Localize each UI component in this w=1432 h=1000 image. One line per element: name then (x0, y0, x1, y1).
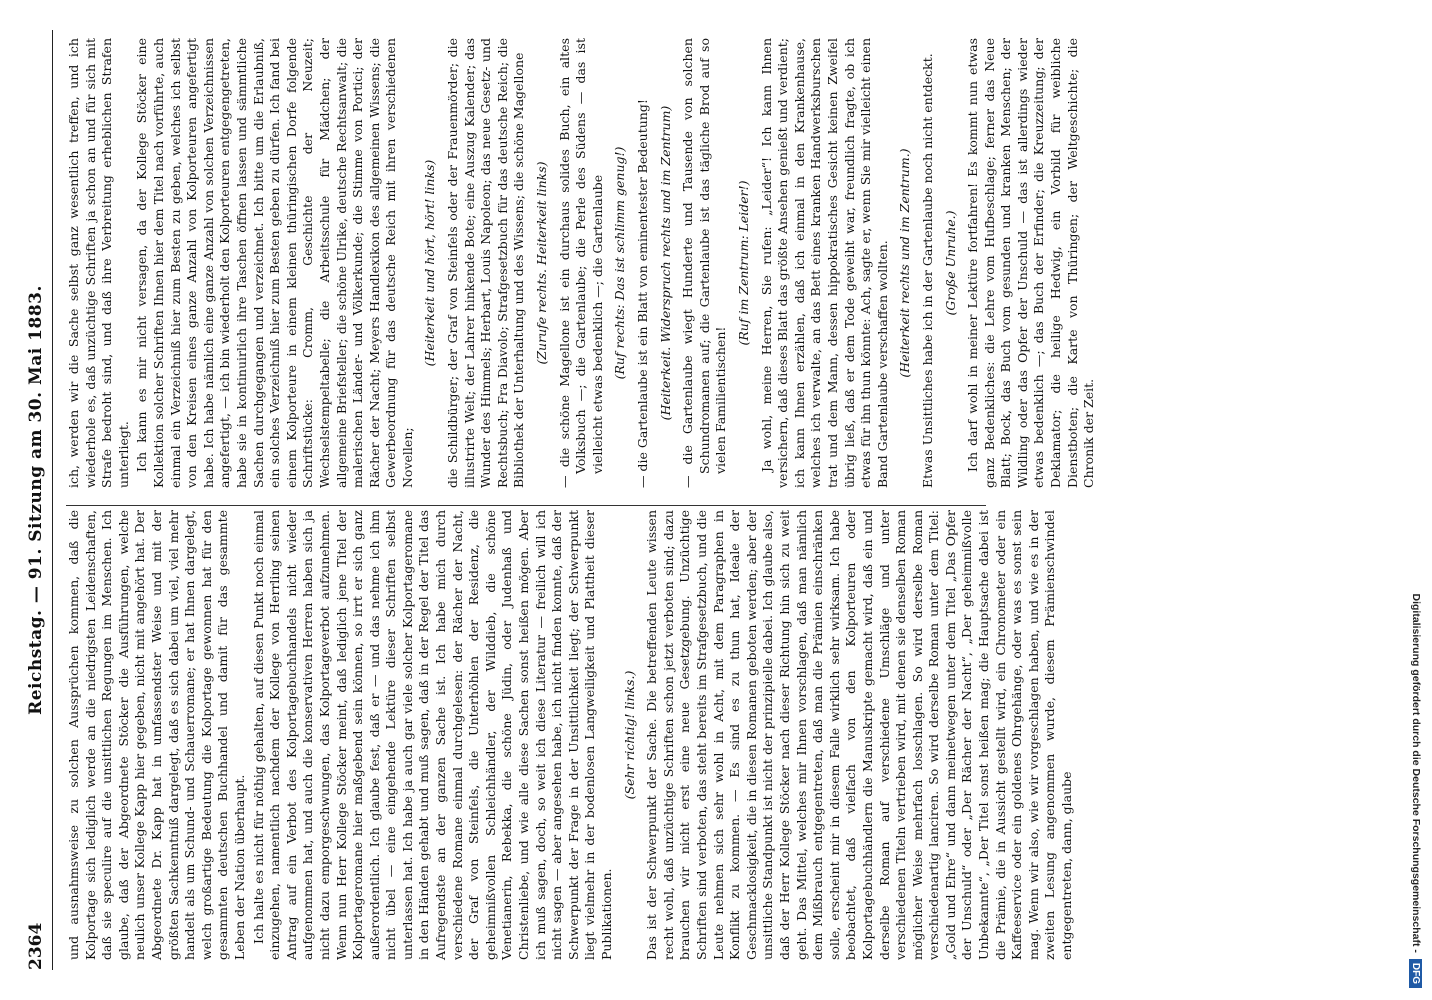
digitization-note (1406, 12, 1426, 988)
paragraph: Ich darf wohl in meiner Lektüre fortfahren! Es kommt nun etwas ganz Bedenkliches: die Lehre vom Hufbeschlage; ferner das Neue Blatt; Bock, das Buch vom gesunden und kranken Menschen; der Wildling oder das Opfer der Unschuld — das ist allerdings wieder etwas bedenklich —; das Buch der Erfinder; die Kreuzzeitung; der Deklamator; die heilige Hedwig, ein Vorbild für weibliche Dienstboten; die Karte von Thüringen; der Weltgeschichte; die Chronik der Zeit. (965, 38, 1097, 488)
interjection: (Heiterkeit und hört, hört! links) (422, 159, 438, 367)
paragraph: Das ist der Schwerpunkt der Sache. Die betreffenden Leute wissen recht wohl, daß unzüchtige Schriften schon jetzt verboten sind; dazu brauchen wir nicht erst eine neue Gesetzgebung. Unzüchtige Schriften sind verboten, das steht bereits im Strafgesetzbuch, und die Leute nehmen sich sehr wohl in Acht, mit dem Paragraphen in Konflikt zu kommen. — Es sind es zu thun hat, Ideale der Geschmacklosigkeit, die in diesen Romanen geboten werden; aber der unsittliche Standpunkt ist nicht der prinzipielle dabei. Ich glaube also, daß der Herr Kollege Stöcker nach dieser Richtung hin sich zu weit geht. Das Mittel, welches mir Ihnen vorschlagen, daß man nämlich dem Mißbrauch entgegentreten, daß man die Prämien einschränken solle, erscheint mir in diesem Falle wirklich sehr wirksam. Ich habe beobachtet, daß vielfach von den Kolporteuren oder Kolportagebuchhändlern die Manuskripte gemacht wird, daß ein und derselbe Roman auf verschiedene Umschläge und unter verschiedenen Titeln vertrieben wird, mit denen sie denselben Roman möglicher Weise mehrfach losschlagen. So wird derselbe Roman verschiedenartig lanciren. So wird derselbe Roman unter dem Titel: „Gold und Ehre“ und dann meinetwegen unter dem Titel „Das Opfer der Unschuld“ oder „Der Rächer der Nacht“, „Der geheimnißvolle Unbekannte“, „Der Titel sonst heißen mag; die Hauptsache dabei ist die Prämie, die in Aussicht gestellt wird, ein Chronometer oder ein Kaffeeservice oder ein goldenes Ohrgehänge, oder was es sonst sein mag. Wenn wir also, wie wir vorgeschlagen haben, und wie es in der zweiten Lesung angenommen wurde, diesem Prämienschwindel entgegentreten, dann, glaube (644, 510, 1075, 960)
paragraph: und ausnahmsweise zu solchen Aussprüchen kommen, daß die Kolportage sich lediglich werde an die niedrigsten Leidenschaften, daß sie speculire auf die unsittlichen Regungen im Menschen. Ich glaube, daß der Abgeordnete Stöcker die Ausführungen, welche neulich unser Kollege Kapp hier gegeben, nicht mit angehört hat. Der Abgeordnete Dr. Kapp hat in umfassendster Weise und mit der größten Sachkenntniß dargelegt, daß es sich dabei um viel, viel mehr handelt als um Schund- und Schauerromane; er hat Ihnen dargelegt, welch großartige Bedeutung die Kolportage gewonnen hat für den gesammten deutschen Buchhandel und damit für das gesammte Leben der Nation überhaupt. (66, 510, 247, 960)
paragraph: Ja wohl, meine Herren, Sie rufen: „Leider“! Ich kann Ihnen versichern, daß dieses Blatt das größte Ansehen genießt und verdient; ich kann Ihnen erzählen, daß ich einmal in den Krankenhause, welches ich verwalte, an das Bett eines kranken Handwerksburschen trat und dem Mann, dessen hippokratisches Gesicht keinen Zweifel übrig ließ, daß er dem Tode geweiht war, freundlich fragte, ob ich etwas für ihn thun könnte: Ach, sagte er, wenn Sie mir vielleicht einen Band Gartenlaube verschaffen wollten. (758, 38, 890, 488)
interjection: (Ruf rechts: Das ist schlimm genug!) (612, 146, 628, 380)
paragraph: Ich halte es nicht für nöthig gehalten, auf diesen Punkt noch einmal einzugehen, namentlich nachdem der Kollege von Herrling seinen Antrag auf ein Verbot des Kolportagebuchhandels nicht wieder aufgenommen hat, und auch die konservativen Herren haben sich ja nicht dazu emporgeschwungen, das Kolportageverbot aufzunehmen. Wenn nun Herr Kollege Stöcker meint, daß lediglich jene Titel der Kolportageromane hier maßgebend sein können, so irrt er sich ganz außerordentlich. Ich glaube fest, daß er — und das nehme ich ihm nicht übel — eine eingehende Lektüre dieser Schriften selbst unterlassen hat. Ich habe ja auch gar viele solcher Kolportageromane in den Händen gehabt und muß sagen, daß in der Regel der Titel das Aufregendste an der ganzen Sache ist. Ich habe mich durch verschiedene Romane einmal durchgelesen: der Rächer der Nacht, der Graf von Steinfels, die Unterhöhlen der Residenz, die geheimnißvollen Schleichhändler, der Wilddieb, die schöne Venetianerin, Rebekka, die schöne Jüdin, oder Judenhaß und Christenliebe, und wie alle diese Sachen sonst heißen mögen. Aber ich muß sagen, doch, so weit ich diese Literatur — freilich will ich nicht sagen — aber angesehen habe, ich nicht finden konnte, daß der Schwerpunkt der Frage in der Unsittlichkeit liegt; der Schwerpunkt liegt vielmehr in der bodenlosen Langweiligkeit und Plattheit dieser Publikationen. (250, 510, 614, 960)
right-text-column (66, 38, 1100, 488)
paragraph: Ich kann es mir nicht versagen, da der Kollege Stöcker eine Kollektion solcher Schriften Ihnen hier dem Titel nach vorführte, auch einmal ein Verzeichniß hier zum Besten zu geben, welches ich selbst von den Kreisen eines ganze Anzahl von Kolporteuren angefertigt habe. Ich habe nämlich eine ganze Anzahl von solchen Verzeichnissen angefertigt, — ich bin wiederholt den Kolporteuren entgegengetreten, habe sie in kontinuirlich ihre Taschen öffnen lassen und sämmtliche Sachen durchgegangen und verzeichnet. Ich bitte um die Erlaubniß, ein solches Verzeichniß hier zum Besten geben zu dürfen. Ich fand bei einem Kolporteure in einem kleinen thüringischen Dorfe folgende Schriftstücke: Cromm, Geschichte der Neuzeit; Wechselstempeltabelle; die Arbeitsschule für Mädchen; der allgemeine Briefsteller; die schöne Ulrike, deutsche Rechtsanwalt; die malerischen Länder- und Völkerkunde; die Stimme von Portici; der Rächer der Nacht; Meyers Handlexikon des allgemeinen Wissens; die Gewerbeordnung für das deutsche Reich mit ihren verschiedenen Novellen; (134, 38, 415, 488)
paragraph: — die schöne Magellone ist ein durchaus solides Buch, ein altes Volksbuch —; die Gartenlaube; die Perle des Südens — das ist vielleicht etwas bedenklich —; die Gartenlaube (557, 38, 607, 488)
paragraph: die Schildbürger; der Graf von Steinfels oder der Frauenmörder; die illustrirte Welt; der Lahrer hinkende Bote; eine Auszug Kalender; das Wunder des Himmels; Herbart, Louis Napoleon; das neue Gesetz- und Rechtsbuch; Fra Diavolo; Strafgesetzbuch für das deutsche Reich; die Bibliothek der Unterhaltung und des Wissens; die schöne Magellone (445, 38, 527, 488)
running-title: Reichstag. — 91. Sitzung am 30. Mai 1883. (26, 285, 46, 715)
column-divider (66, 505, 986, 506)
interjection: (Ruf im Zentrum: Leider!) (735, 180, 751, 346)
interjection: (Heiterkeit rechts und im Zentrum.) (897, 148, 913, 378)
digitization-note-text: Digitalisierung gefördert durch die Deutsche Forschungsgemeinschaft - (1410, 593, 1422, 953)
paragraph: — die Gartenlaube ist ein Blatt von eminentester Bedeutung! (635, 38, 652, 488)
paragraph: ich, werden wir die Sache selbst ganz wesentlich treffen, und ich wiederhole es, daß unzüchtige Schriften ja schon an und für sich mit Strafe bedroht sind, und daß ihre Verbreitung erheblichen Strafen unterliegt. (66, 38, 131, 488)
interjection: (Heiterkeit. Widerspruch rechts und im Zentrum) (657, 105, 673, 421)
interjection: (Zurufe rechts. Heiterkeit links) (534, 161, 550, 365)
interjection: (Sehr richtig! links.) (621, 670, 637, 800)
paragraph: — die Gartenlaube wiegt Hunderte und Tausende von solchen Schundromanen auf; die Gartenlaube ist das tägliche Brod auf so vielen Familientischen! (680, 38, 730, 488)
paragraph: Etwas Unsittliches habe ich in der Gartenlaube noch nicht entdeckt. (919, 53, 935, 488)
page-header (22, 30, 53, 970)
left-text-column (66, 510, 1078, 960)
interjection: (Große Unruhe.) (942, 210, 958, 316)
page-number: 2364 (26, 922, 46, 970)
dfg-logo: DFG (1410, 959, 1423, 988)
